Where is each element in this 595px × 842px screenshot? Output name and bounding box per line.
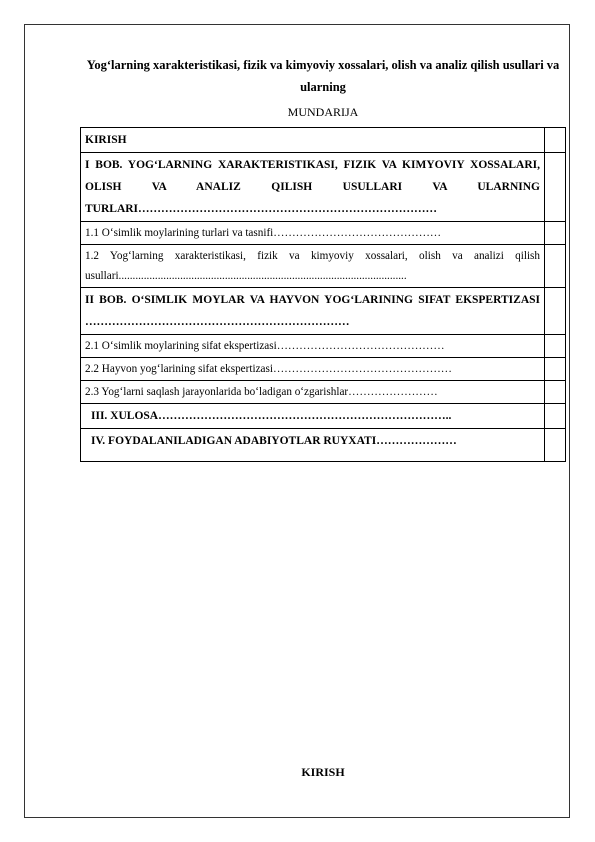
toc-entry-section-2-2[interactable]: 2.2 Hayvon yog‘larining sifat ekspertizasi………………………………………… — [81, 358, 545, 381]
toc-row — [81, 288, 566, 335]
toc-page-cell — [545, 358, 566, 381]
toc-entry-chapter-2[interactable]: II BOB. O‘SIMLIK MOYLAR VA HAYVON YOG‘LARINING SIFAT EKSPERTIZASI …………………………………………………………… — [81, 288, 545, 335]
toc-page-cell — [545, 245, 566, 288]
toc-row — [81, 404, 566, 429]
toc-page-cell — [545, 128, 566, 153]
toc-entry-conclusion[interactable]: III. XULOSA………………………………………………………………….. — [81, 404, 545, 429]
toc-row — [81, 335, 566, 358]
toc-entry-chapter-1[interactable]: I BOB. YOG‘LARNING XARAKTERISTIKASI, FIZIK VA KIMYOVIY XOSSALARI, OLISH VA ANALIZ QILISH USULLARI VA ULARNING TURLARI…………………………………………………………………… — [81, 153, 545, 222]
toc-page-cell — [545, 153, 566, 222]
toc-page-cell — [545, 381, 566, 404]
toc-row — [81, 222, 566, 245]
toc-entry-section-2-1[interactable]: 2.1 O‘simlik moylarining sifat ekspertizasi……………………………………… — [81, 335, 545, 358]
contents-heading: MUNDARIJA — [287, 105, 359, 119]
introduction-heading: KIRISH — [301, 765, 345, 779]
toc-row — [81, 153, 566, 222]
toc-page-cell — [545, 429, 566, 462]
toc-entry-references[interactable]: IV. FOYDALANILADIGAN ADABIYOTLAR RUYXATI………………… — [81, 429, 545, 462]
toc-row — [81, 128, 566, 153]
toc-row — [81, 358, 566, 381]
toc-page-cell — [545, 335, 566, 358]
toc-entry-section-2-3[interactable]: 2.3 Yog‘larni saqlash jarayonlarida bo‘ladigan o‘zgarishlar…………………… — [81, 381, 545, 404]
toc-row — [81, 245, 566, 288]
toc-page-cell — [545, 404, 566, 429]
toc-entry-section-1-1[interactable]: 1.1 O‘simlik moylarining turlari va tasnifi……………………………………… — [81, 222, 545, 245]
toc-page-cell — [545, 288, 566, 335]
table-of-contents — [80, 127, 566, 462]
toc-entry-section-1-2[interactable]: 1.2 Yog‘larning xarakteristikasi, fizik va kimyoviy xossalari, olish va analizi qilish usullari....................................................................................................... — [81, 245, 545, 288]
toc-entry-introduction[interactable]: KIRISH — [81, 128, 545, 153]
toc-row — [81, 381, 566, 404]
document-title: Yog‘larning xarakteristikasi, fizik va kimyoviy xossalari, olish va analiz qilish usullari va ularning — [86, 58, 560, 94]
toc-page-cell — [545, 222, 566, 245]
toc-row — [81, 429, 566, 462]
